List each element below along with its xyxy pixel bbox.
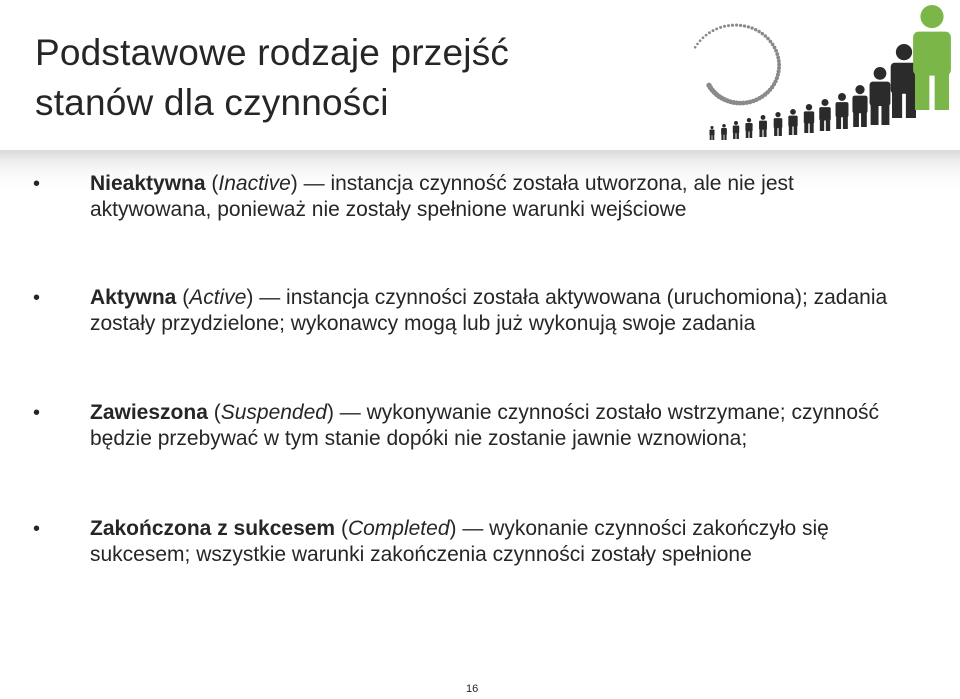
- crowd-dot: [706, 83, 711, 88]
- crowd-person: [733, 121, 739, 139]
- bullet-definition: wykonanie czynności zakończyło się sukcesem; wszystkie warunki zakończenia czynności zostały spełnione: [90, 517, 829, 566]
- bullet-dot-icon: •: [33, 402, 41, 424]
- crowd-dot: [708, 31, 711, 34]
- crowd-person: [836, 93, 849, 129]
- bullet-active: • Aktywna (Active) — instancja czynności została aktywowana (uruchomiona); zadania zostały przydzielone; wykonawcy mogą lub już wykonują swoje zadania: [33, 286, 888, 335]
- crowd-dot: [773, 46, 777, 50]
- bullet-english-term: Completed: [347, 517, 450, 540]
- crowd-dot: [775, 52, 779, 56]
- crowd-person: [721, 124, 727, 140]
- crowd-dot: [764, 34, 768, 38]
- crowd-dot: [712, 29, 715, 32]
- crowd-dot: [774, 49, 778, 53]
- crowd-person: [788, 109, 797, 135]
- crowd-dot: [766, 37, 770, 41]
- bullet-term: Nieaktywna: [90, 172, 206, 195]
- crowd-dot: [777, 66, 781, 70]
- crowd-dot: [776, 56, 780, 60]
- crowd-person: [745, 118, 752, 138]
- crowd-dot: [769, 40, 773, 44]
- crowd-person: [819, 99, 831, 131]
- crowd-dot: [719, 26, 722, 29]
- crowd-dot: [702, 36, 705, 39]
- crowd-dot: [699, 39, 702, 42]
- crowd-dot: [777, 59, 781, 63]
- crowd-dot: [761, 32, 764, 35]
- crowd-dot: [723, 25, 726, 28]
- bullet-dot-icon: •: [33, 173, 41, 195]
- bullet-definition: wykonywanie czynności zostało wstrzymane; czynność będzie przebywać w tym stanie dopóki nie zostanie jawnie wznowiona;: [90, 401, 880, 450]
- crowd-dot: [727, 24, 730, 27]
- crowd-dot: [705, 34, 708, 37]
- crowd-dot: [715, 27, 718, 30]
- bullet-dot-icon: •: [33, 518, 41, 540]
- crowd-dot: [750, 26, 753, 29]
- bullet-english-term: Suspended: [220, 401, 327, 424]
- crowd-person: [774, 112, 783, 136]
- crowd-person: [709, 126, 714, 140]
- bullet-term: Zawieszona: [90, 401, 208, 424]
- bullet-english-term: Active: [189, 286, 247, 309]
- crowd-dot: [754, 28, 757, 31]
- highlight-person: [913, 5, 951, 110]
- crowd-dot: [696, 43, 699, 46]
- crowd-dot: [777, 69, 781, 73]
- people-crowd-icon: [660, 0, 960, 150]
- slide-title-line-2: stanów dla czynności: [35, 82, 389, 123]
- bullet-inactive: • Nieaktywna (Inactive) — instancja czynność została utworzona, ale nie jest aktywowana, ponieważ nie zostały spełnione warunki wejściowe: [33, 172, 794, 221]
- crowd-dot: [735, 24, 738, 27]
- crowd-dot: [757, 30, 760, 33]
- crowd-person: [870, 67, 891, 125]
- bullet-dot-icon: •: [33, 287, 41, 309]
- crowd-person: [852, 85, 867, 127]
- slide-title-line-1: Podstawowe rodzaje przejść: [35, 32, 510, 73]
- crowd-dot: [694, 46, 697, 49]
- page-number: 16: [466, 683, 479, 695]
- crowd-dot: [771, 43, 775, 47]
- bullet-definition: instancja czynności została aktywowana (uruchomiona); zadania zostały przydzielone; wykonawcy mogą lub już wykonują swoje zadania: [90, 286, 888, 335]
- bullet-definition: instancja czynność została utworzona, ale nie jest aktywowana, ponieważ nie zostały spełnione warunki wejściowe: [90, 172, 794, 221]
- crowd-person: [804, 104, 814, 133]
- bullet-completed: • Zakończona z sukcesem (Completed) — wykonanie czynności zakończyło się sukcesem; wszystkie warunki zakończenia czynności zostały spełnione: [33, 517, 829, 566]
- crowd-dot: [777, 63, 781, 67]
- bullet-suspended: • Zawieszona (Suspended) — wykonywanie czynności zostało wstrzymane; czynność będzie przebywać w tym stanie dopóki nie zostanie jawnie wznowiona;: [33, 401, 880, 450]
- bullet-term: Aktywna: [90, 286, 177, 309]
- crowd-dot: [743, 24, 746, 27]
- crowd-person: [759, 115, 767, 137]
- crowd-dot: [739, 24, 742, 27]
- crowd-dot: [747, 25, 750, 28]
- crowd-dot: [731, 24, 734, 27]
- bullet-english-term: Inactive: [218, 172, 291, 195]
- slide-title: [35, 28, 509, 128]
- bullet-term: Zakończona z sukcesem: [90, 517, 336, 540]
